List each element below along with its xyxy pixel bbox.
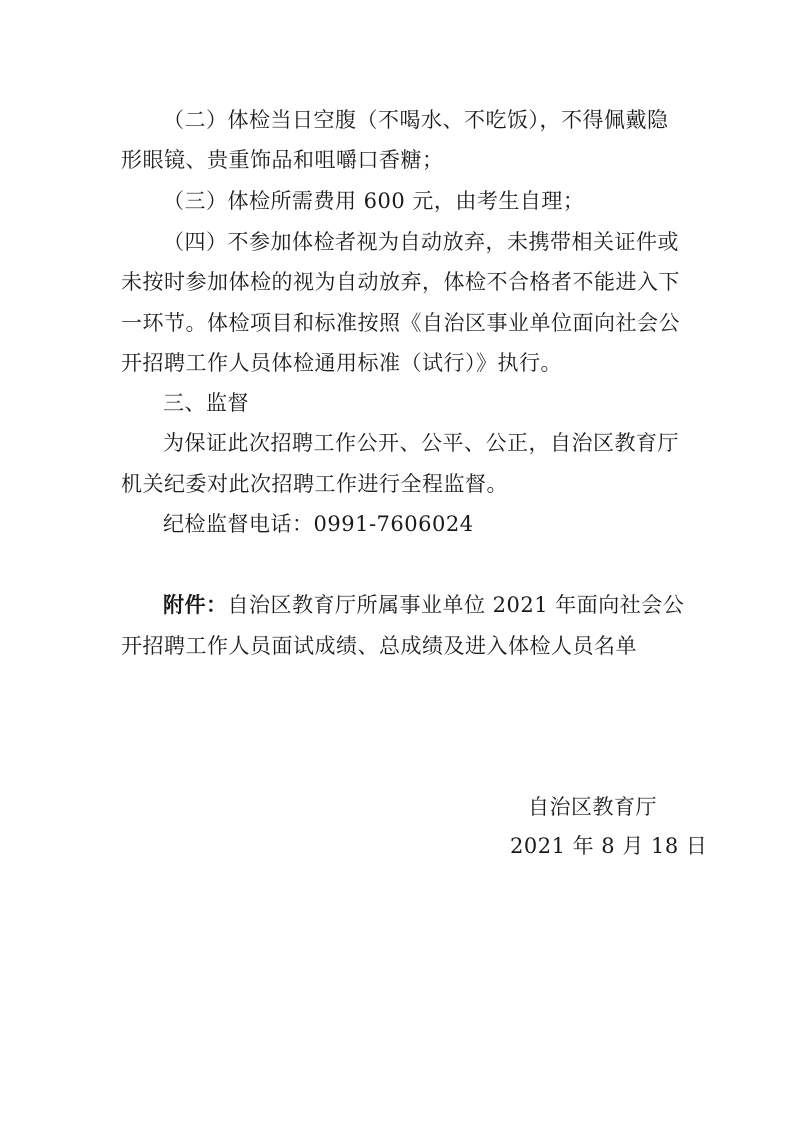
supervision-line1: 为保证此次招聘工作公开、公平、公正，自治区教育厅 <box>163 431 679 455</box>
item3-line1: （三）体检所需费用 600 元，由考生自理； <box>163 189 585 213</box>
item4-line3: 一环节。体检项目和标准按照《自治区事业单位面向社会公 <box>121 311 680 335</box>
item4-line4: 开招聘工作人员体检通用标准（试行）》执行。 <box>121 351 562 375</box>
hotline-text: 纪检监督电话：0991-7606024 <box>163 512 474 536</box>
item4-line1: （四）不参加体检者视为自动放弃，未携带相关证件或 <box>163 230 679 254</box>
item2-line2: 形眼镜、贵重饰品和咀嚼口香糖； <box>121 148 444 172</box>
item2-line1: （二）体检当日空腹（不喝水、不吃饭），不得佩戴隐 <box>163 108 669 132</box>
item4-line2: 未按时参加体检的视为自动放弃，体检不合格者不能进入下 <box>121 270 680 294</box>
signature-org: 自治区教育厅 <box>528 795 657 819</box>
attachment-label: 附件： <box>163 592 228 617</box>
attachment-text: 自治区教育厅所属事业单位 2021 年面向社会公 <box>227 593 685 617</box>
attachment-line1 <box>163 593 684 617</box>
signature-date: 2021 年 8 月 18 日 <box>510 834 708 858</box>
supervision-line2: 机关纪委对此次招聘工作进行全程监督。 <box>121 472 508 496</box>
section-heading-supervision: 三、监督 <box>163 391 249 415</box>
attachment-line2: 开招聘工作人员面试成绩、总成绩及进入体检人员名单 <box>121 634 637 658</box>
